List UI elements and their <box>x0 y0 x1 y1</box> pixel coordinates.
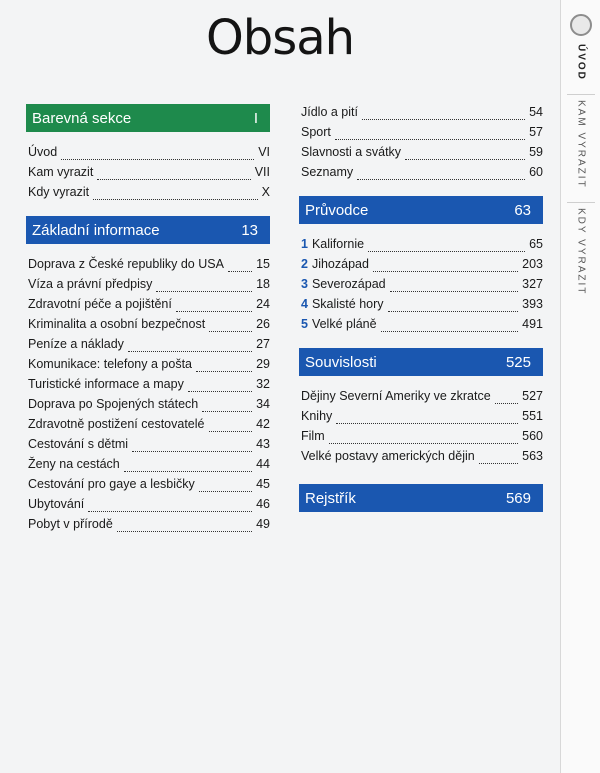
dot-leader <box>228 261 252 272</box>
toc-entry-page: VI <box>258 145 270 159</box>
section-header-barevna-sekce[interactable] <box>26 104 270 132</box>
toc-entry-label: Peníze a náklady <box>28 337 124 351</box>
section-header-page: 63 <box>514 201 531 219</box>
toc-entry[interactable] <box>301 406 543 426</box>
toc-entry-page: VII <box>254 165 270 179</box>
toc-entry-label: Pobyt v přírodě <box>28 517 113 531</box>
section-header-zakladni-informace[interactable] <box>26 216 270 244</box>
toc-entry-page: 327 <box>522 277 543 291</box>
toc-entry-page: 203 <box>522 257 543 271</box>
dot-leader <box>97 169 250 180</box>
toc-entry-page: 27 <box>256 337 270 351</box>
dot-leader <box>368 241 525 252</box>
dot-leader <box>381 321 519 332</box>
dot-leader <box>202 401 252 412</box>
page-title: Obsah <box>205 10 355 66</box>
toc-entry-page: 29 <box>256 357 270 371</box>
section-header-page: 525 <box>505 353 531 371</box>
toc-entry-label: Velké pláně <box>311 317 377 331</box>
toc-entry-label: Knihy <box>301 409 333 423</box>
toc-entry-page: 15 <box>256 257 270 271</box>
section-header-page: I <box>253 109 258 127</box>
toc-list-souvislosti <box>299 376 543 466</box>
side-tab-divider <box>567 94 595 95</box>
dot-leader <box>335 129 525 140</box>
toc-entry-label: Cestování s dětmi <box>28 437 129 451</box>
dot-leader <box>176 301 252 312</box>
side-tab-kdy-vyrazit[interactable]: KDY VYRAZIT <box>575 208 587 296</box>
side-tab-kam-vyrazit[interactable]: KAM VYRAZIT <box>575 100 587 189</box>
toc-entry[interactable] <box>301 386 543 406</box>
toc-entry-page: 57 <box>529 125 543 139</box>
toc-entry-label: Kam vyrazit <box>28 165 94 179</box>
toc-entry[interactable] <box>28 354 270 374</box>
toc-list-zakladni <box>26 244 270 534</box>
toc-entry-page: 65 <box>529 237 543 251</box>
toc-entry-index: 1 <box>301 237 308 251</box>
toc-entry[interactable] <box>28 394 270 414</box>
toc-entry-label: Ubytování <box>28 497 85 511</box>
toc-entry-page: 46 <box>256 497 270 511</box>
section-header-souvislosti[interactable] <box>299 348 543 376</box>
toc-entry-label: Doprava z České republiky do USA <box>28 257 224 271</box>
dot-leader <box>362 109 525 120</box>
toc-entry-label: Kriminalita a osobní bezpečnost <box>28 317 206 331</box>
toc-entry-page: 551 <box>522 409 543 423</box>
toc-entry-page: 32 <box>256 377 270 391</box>
left-column <box>26 104 270 534</box>
toc-entry-page: 59 <box>529 145 543 159</box>
section-header-label: Souvislosti <box>305 353 377 371</box>
toc-entry-label: Víza a právní předpisy <box>28 277 153 291</box>
toc-entry-page: X <box>261 185 270 199</box>
toc-entry-page: 54 <box>529 105 543 119</box>
toc-list-continued <box>299 100 543 182</box>
toc-entry-page: 42 <box>256 417 270 431</box>
toc-entry-label: Dějiny Severní Ameriky ve zkratce <box>301 389 491 403</box>
dot-leader <box>329 433 519 444</box>
dot-leader <box>156 281 252 292</box>
toc-entry-label: Ženy na cestách <box>28 457 120 471</box>
toc-entry-label: Úvod <box>28 145 58 159</box>
toc-entry[interactable] <box>301 122 543 142</box>
side-tab-uvod[interactable]: ÚVOD <box>575 44 587 81</box>
section-header-label: Základní informace <box>32 221 160 239</box>
dot-leader <box>336 413 518 424</box>
toc-entry-page: 26 <box>256 317 270 331</box>
toc-entry[interactable] <box>28 434 270 454</box>
toc-entry-label: Komunikace: telefony a pošta <box>28 357 192 371</box>
toc-entry[interactable] <box>301 102 543 122</box>
dot-leader <box>117 521 252 532</box>
dot-leader <box>209 421 253 432</box>
dot-leader <box>388 301 519 312</box>
toc-entry-label: Zdravotně postižení cestovatelé <box>28 417 205 431</box>
dot-leader <box>196 361 252 372</box>
toc-entry-index: 2 <box>301 257 308 271</box>
toc-entry-label: Slavnosti a svátky <box>301 145 402 159</box>
toc-entry-page: 24 <box>256 297 270 311</box>
side-tab-divider <box>567 202 595 203</box>
toc-entry[interactable] <box>301 162 543 182</box>
toc-list-pruvodce <box>299 224 543 334</box>
dot-leader <box>93 189 258 200</box>
section-header-label: Rejstřík <box>305 489 356 507</box>
toc-entry-page: 491 <box>522 317 543 331</box>
toc-entry-label: Sport <box>301 125 331 139</box>
toc-entry[interactable] <box>28 414 270 434</box>
toc-entry[interactable] <box>301 294 543 314</box>
dot-leader <box>390 281 519 292</box>
toc-entry-index: 4 <box>301 297 308 311</box>
dot-leader <box>357 169 525 180</box>
toc-entry[interactable] <box>28 254 270 274</box>
side-tab-strip <box>560 0 600 773</box>
section-header-label: Průvodce <box>305 201 369 219</box>
circle-tab-icon <box>570 14 592 36</box>
toc-entry[interactable] <box>28 314 270 334</box>
dot-leader <box>209 321 252 332</box>
toc-entry[interactable] <box>301 314 543 334</box>
toc-entry[interactable] <box>28 294 270 314</box>
toc-entry-label: Kdy vyrazit <box>28 185 90 199</box>
dot-leader <box>373 261 518 272</box>
toc-entry[interactable] <box>301 254 543 274</box>
toc-entry[interactable] <box>28 162 270 182</box>
toc-entry[interactable] <box>28 474 270 494</box>
section-header-pruvodce[interactable] <box>299 196 543 224</box>
toc-entry-label: Jídlo a pití <box>301 105 358 119</box>
toc-entry[interactable] <box>28 274 270 294</box>
toc-entry-page: 43 <box>256 437 270 451</box>
dot-leader <box>61 149 254 160</box>
toc-entry[interactable] <box>28 334 270 354</box>
toc-entry-label: Film <box>301 429 325 443</box>
toc-entry-page: 34 <box>256 397 270 411</box>
toc-entry[interactable] <box>28 374 270 394</box>
toc-entry[interactable] <box>301 142 543 162</box>
toc-entry-label: Turistické informace a mapy <box>28 377 184 391</box>
dot-leader <box>405 149 525 160</box>
section-header-label: Barevná sekce <box>32 109 132 127</box>
section-header-page: 13 <box>241 221 258 239</box>
toc-entry[interactable] <box>28 142 270 162</box>
toc-entry-page: 44 <box>256 457 270 471</box>
toc-list-barevna <box>26 132 270 202</box>
right-column <box>299 100 543 512</box>
toc-entry[interactable] <box>28 182 270 202</box>
toc-entry[interactable] <box>301 234 543 254</box>
dot-leader <box>132 441 252 452</box>
toc-entry[interactable] <box>301 426 543 446</box>
toc-entry-page: 393 <box>522 297 543 311</box>
dot-leader <box>479 453 518 464</box>
dot-leader <box>124 461 252 472</box>
dot-leader <box>495 393 518 404</box>
dot-leader <box>199 481 252 492</box>
toc-entry-label: Skalisté hory <box>311 297 384 311</box>
toc-entry-page: 527 <box>522 389 543 403</box>
toc-entry-index: 3 <box>301 277 308 291</box>
toc-entry-page: 18 <box>256 277 270 291</box>
toc-entry[interactable] <box>28 494 270 514</box>
toc-entry[interactable] <box>28 514 270 534</box>
toc-entry-label: Zdravotní péče a pojištění <box>28 297 172 311</box>
dot-leader <box>188 381 252 392</box>
toc-entry[interactable] <box>28 454 270 474</box>
toc-entry-label: Seznamy <box>301 165 354 179</box>
toc-entry[interactable] <box>301 274 543 294</box>
toc-entry-label: Jihozápad <box>311 257 369 271</box>
toc-entry[interactable] <box>301 446 543 466</box>
dot-leader <box>128 341 252 352</box>
section-header-rejstrik[interactable] <box>299 484 543 512</box>
dot-leader <box>88 501 252 512</box>
toc-entry-label: Kalifornie <box>311 237 365 251</box>
toc-entry-label: Velké postavy amerických dějin <box>301 449 475 463</box>
toc-entry-page: 45 <box>256 477 270 491</box>
toc-entry-page: 560 <box>522 429 543 443</box>
toc-entry-label: Severozápad <box>311 277 386 291</box>
toc-entry-page: 49 <box>256 517 270 531</box>
toc-entry-page: 60 <box>529 165 543 179</box>
section-header-page: 569 <box>505 489 531 507</box>
toc-entry-index: 5 <box>301 317 308 331</box>
toc-entry-label: Doprava po Spojených státech <box>28 397 199 411</box>
toc-entry-page: 563 <box>522 449 543 463</box>
toc-entry-label: Cestování pro gaye a lesbičky <box>28 477 195 491</box>
